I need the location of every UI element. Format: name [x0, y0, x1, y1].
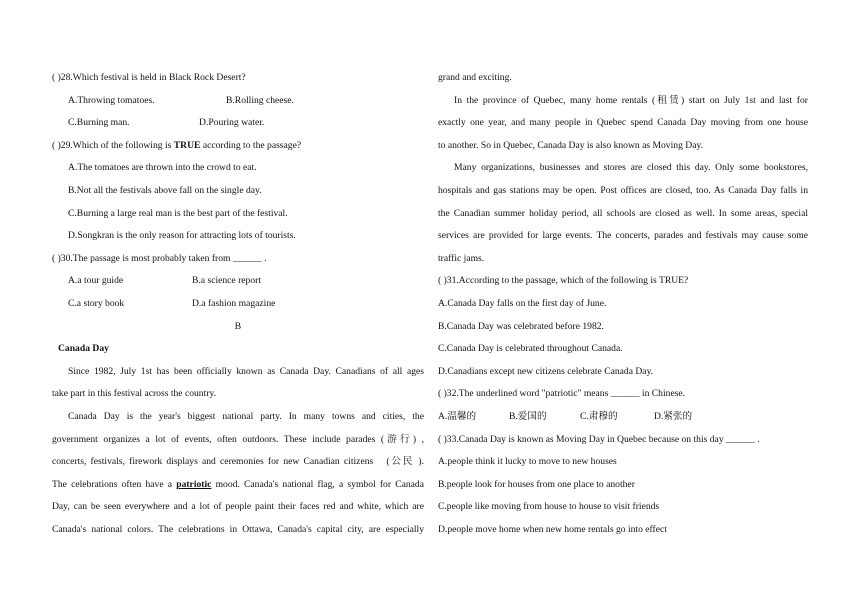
passage-line: Canada Day is the year's biggest national party. In many towns and cities, the — [68, 410, 424, 422]
option-d: D.Pouring water. — [199, 117, 265, 129]
question-30-options-row2 — [52, 293, 424, 316]
question-33-option-c: C.people like moving from house to house to visit friends — [438, 501, 660, 513]
option-c: C.a story book — [68, 297, 125, 309]
question-29-option-d: D.Songkran is the only reason for attracting lots of tourists. — [68, 230, 296, 242]
option-d: D.a fashion magazine — [192, 297, 276, 309]
passage-line: hospitals and gas stations may be open. Post offices are closed, too. As Canada Day falls in — [438, 184, 808, 196]
passage-line: Since 1982, July 1st has been officially known as Canada Day. Canadians of all ages — [68, 365, 424, 377]
underlined-word-patriotic: patriotic — [176, 478, 212, 490]
question-33-option-a: A.people think it lucky to move to new houses — [438, 456, 617, 468]
question-31-option-b: B.Canada Day was celebrated before 1982. — [438, 320, 604, 332]
passage-line: The celebrations often have a patriotic mood. Canada's national flag, a symbol for Canada — [52, 478, 424, 490]
passage-line: to another. So in Quebec, Canada Day is also known as Moving Day. — [438, 139, 704, 151]
passage-line: the Canadian summer holiday period, all schools are closed as well. In some areas, special — [438, 207, 808, 219]
question-31-option-d: D.Canadians except new citizens celebrate Canada Day. — [438, 365, 654, 377]
question-33-stem: ( )33.Canada Day is known as Moving Day in Quebec because on this day ______ . — [438, 433, 760, 445]
emphasis-true: TRUE — [173, 139, 201, 151]
question-33-option-d: D.people move home when new home rentals go into effect — [438, 523, 667, 535]
question-32-options — [438, 406, 808, 429]
question-28-stem: ( )28.Which festival is held in Black Rock Desert? — [52, 72, 246, 83]
passage-line: Day, can be seen everywhere and a lot of people paint their faces red and white, which are — [52, 501, 424, 513]
right-column — [438, 67, 808, 541]
question-28-options-row1 — [52, 90, 424, 113]
question-32-stem: ( )32.The underlined word "patriotic" means ______ in Chinese. — [438, 388, 686, 400]
passage-line: In the province of Quebec, many home rentals (租赁) start on July 1st and last for — [454, 94, 808, 106]
question-30-options-row1 — [52, 270, 424, 293]
passage-line: take part in this festival across the country. — [52, 388, 217, 400]
passage-line: grand and exciting. — [438, 72, 512, 83]
question-29-option-b: B.Not all the festivals above fall on the single day. — [68, 184, 262, 196]
option-a: A.温馨的 — [438, 410, 477, 422]
passage-line: services are provided for large events. The concerts, parades and festivals may cause some — [438, 230, 808, 242]
option-b: B.a science report — [192, 275, 261, 287]
passage-line: government organizes a lot of events, often outdoors. These include parades (游行) , — [52, 433, 424, 445]
question-33-option-b: B.people look for houses from one place to another — [438, 478, 635, 490]
left-column — [52, 67, 424, 541]
option-a: A.Throwing tomatoes. — [68, 94, 155, 106]
question-31-option-c: C.Canada Day is celebrated throughout Canada. — [438, 343, 623, 355]
question-29-option-c: C.Burning a large real man is the best part of the festival. — [68, 207, 288, 219]
option-c: C.Burning man. — [68, 117, 130, 129]
option-c: C.肃穆的 — [580, 410, 618, 422]
option-d: D.紧张的 — [654, 410, 693, 422]
passage-line: Canada's national colors. The celebrations in Ottawa, Canada's capital city, are especially — [52, 523, 424, 535]
passage-line: traffic jams. — [438, 252, 485, 264]
option-b: B.Rolling cheese. — [226, 94, 294, 106]
section-letter: B — [234, 320, 242, 332]
question-31-option-a: A.Canada Day falls on the first day of June. — [438, 297, 607, 309]
passage-line: Many organizations, businesses and stores are closed this day. Only some bookstores, — [454, 162, 808, 174]
passage-line: exactly one year, and many people in Quebec spend Canada Day moving from one house — [438, 117, 808, 129]
passage-title: Canada Day — [58, 343, 109, 355]
question-28-options-row2 — [52, 112, 424, 135]
question-31-stem: ( )31.According to the passage, which of the following is TRUE? — [438, 275, 689, 287]
option-a: A.a tour guide — [68, 275, 124, 287]
option-b: B.爱国的 — [509, 410, 547, 422]
passage-line: concerts, festivals, firework displays and ceremonies for new Canadian citizens (公民 ). — [52, 456, 424, 468]
question-29-option-a: A.The tomatoes are thrown into the crowd to eat. — [68, 162, 257, 174]
question-30-stem: ( )30.The passage is most probably taken from ______ . — [52, 252, 267, 264]
question-29-stem: ( )29.Which of the following is TRUE according to the passage? — [52, 139, 302, 151]
